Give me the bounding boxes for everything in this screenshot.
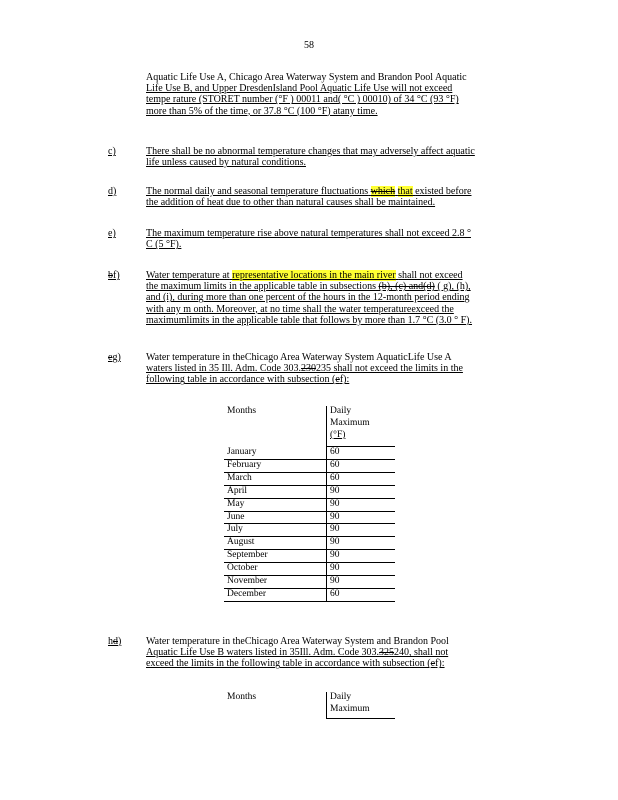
inserted-text: that [397, 186, 413, 197]
daily-max-cell: 90 [327, 498, 396, 511]
highlighted-text: representative locations in the main river [232, 270, 396, 281]
month-cell: June [224, 511, 327, 524]
section-f-line-2: the maximum limits in the applicable table in subsections (b), (c) and(d) ( g), (h), [146, 281, 471, 293]
section-f-line-1: Water temperature at representative locations in the main river shall not exceed [146, 270, 463, 281]
section-c-label: c) [108, 146, 116, 157]
month-cell: March [224, 472, 327, 485]
daily-max-cell: 90 [327, 576, 396, 589]
month-cell: January [224, 447, 327, 460]
table-row [224, 588, 395, 601]
section-f-line-4: with any m onth. Moreover, at no time shall the water temperatureexceed the [146, 303, 454, 315]
table-header-months: Months [227, 692, 257, 702]
section-c-paragraph [146, 146, 532, 168]
struck-text: 230 [301, 363, 316, 375]
table-row [224, 485, 395, 498]
table-row [224, 576, 395, 589]
table-row [224, 524, 395, 537]
daily-max-cell: 60 [327, 447, 396, 460]
month-cell: October [224, 563, 327, 576]
section-f-paragraph [146, 270, 532, 326]
section-g-line-2: waters listed in 35 Ill. Adm. Code 303.230235 shall not exceed the limits in the [146, 363, 463, 375]
section-e-label: e) [108, 228, 116, 239]
section-g-label: eg) [108, 352, 121, 363]
struck-text: (b), (c) and(d) [378, 281, 435, 293]
month-cell: November [224, 576, 327, 589]
section-e-paragraph [146, 228, 532, 250]
section-h-line-1: Water temperature in theChicago Area Waterway System and Brandon Pool [146, 636, 449, 647]
month-cell: December [224, 588, 327, 601]
intro-line-2: Life Use B, and Upper DresdenIsland Pool Aquatic Life Use will not exceed [146, 83, 453, 95]
section-d-line-2: the addition of heat due to other than natural causes shall be maintained. [146, 197, 436, 209]
table-row [224, 563, 395, 576]
section-g-line-3: following table in accordance with subsection (ef): [146, 374, 350, 386]
month-cell: May [224, 498, 327, 511]
daily-max-cell: 90 [327, 537, 396, 550]
section-d-line-1: The normal daily and seasonal temperature fluctuations which that existed before [146, 186, 472, 197]
daily-max-cell: 60 [327, 588, 396, 601]
section-c-line-1: There shall be no abnormal temperature changes that may adversely affect aquatic [146, 146, 475, 157]
daily-max-cell: 60 [327, 472, 396, 485]
struck-text: e [430, 658, 436, 670]
section-h-paragraph [146, 636, 532, 670]
table-row [224, 447, 395, 460]
table-header-row [224, 406, 395, 447]
section-h-label: hd) [108, 636, 122, 647]
section-e-line-2: C (5 °F). [146, 239, 182, 251]
section-h-line-2: Aquatic Life Use B waters listed in 35Ill. Adm. Code 303.325240, shall not [146, 647, 449, 659]
daily-max-cell: 90 [327, 511, 396, 524]
section-f-line-5: maximumlimits in the applicable table that follows by more than 1.7 °C (3.0 ° F). [146, 314, 473, 326]
daily-max-cell: 90 [327, 550, 396, 563]
month-cell: February [224, 459, 327, 472]
daily-max-cell: 60 [327, 459, 396, 472]
table-row [224, 550, 395, 563]
section-c-line-2: life unless caused by natural conditions. [146, 157, 306, 169]
month-cell: August [224, 537, 327, 550]
section-g-line-1: Water temperature in theChicago Area Waterway System AquaticLife Use A [146, 352, 452, 363]
month-cell: September [224, 550, 327, 563]
section-e-line-1: The maximum temperature rise above natural temperatures shall not exceed 2.8 ° [146, 228, 471, 239]
struck-text: e [335, 374, 340, 386]
table-header-daily-max: Daily Maximum [327, 692, 396, 719]
daily-max-cell: 90 [327, 524, 396, 537]
intro-line-4: more than 5% of the time, or 37.8 °C (100 °F) atany time. [146, 105, 378, 117]
section-d-paragraph [146, 186, 532, 208]
temperature-table-a [224, 406, 395, 602]
table-header-daily-max: Daily Maximum (°F) [327, 406, 396, 447]
month-cell: April [224, 485, 327, 498]
daily-max-cell: 90 [327, 563, 396, 576]
intro-line-1: Aquatic Life Use A, Chicago Area Waterway System and Brandon Pool Aquatic [146, 72, 467, 83]
section-h-line-3: exceed the limits in the following table in accordance with subsection (ef): [146, 658, 445, 670]
struck-text: which [370, 186, 396, 197]
section-g-paragraph [146, 352, 532, 386]
intro-paragraph [146, 72, 532, 117]
section-f-label: bf) [108, 270, 120, 281]
section-f-line-3: and (i), during more than one percent of the hours in the 12-month period ending [146, 292, 470, 304]
table-row [224, 511, 395, 524]
daily-max-cell: 90 [327, 485, 396, 498]
table-header-row [224, 692, 395, 719]
table-header-months: Months [227, 406, 257, 416]
month-cell: July [224, 524, 327, 537]
section-d-label: d) [108, 186, 117, 197]
table-row [224, 498, 395, 511]
table-row [224, 459, 395, 472]
table-row [224, 537, 395, 550]
struck-text: 325 [379, 647, 395, 659]
page-number: 58 [304, 40, 314, 51]
temperature-table-b [224, 692, 395, 719]
intro-line-3: tempe rature (STORET number (°F ) 00011 and( °C ) 00010) of 34 °C (93 °F) [146, 94, 459, 106]
table-row [224, 472, 395, 485]
